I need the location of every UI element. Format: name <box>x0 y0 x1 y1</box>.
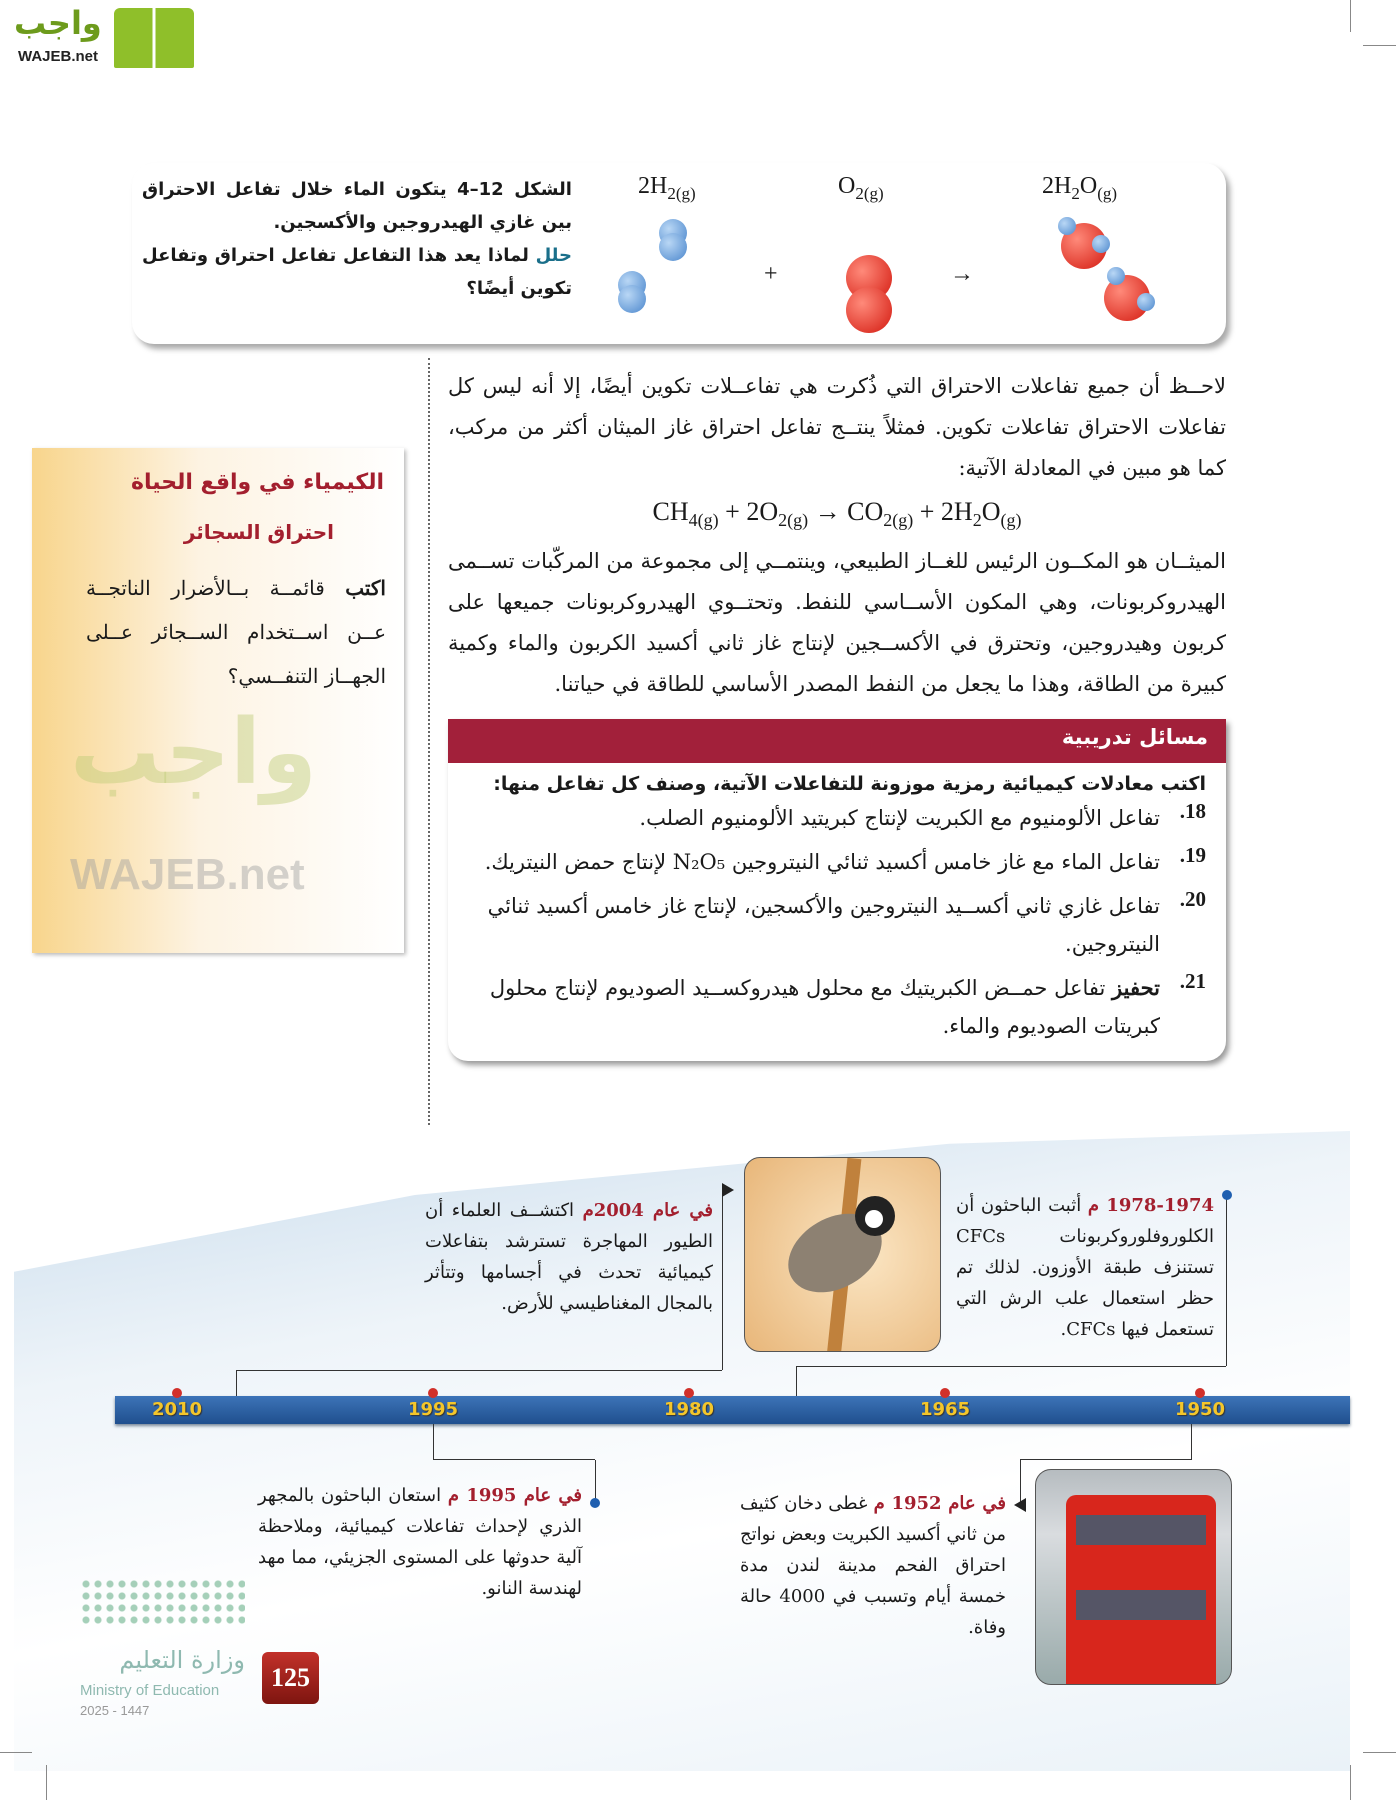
connector-1974 <box>796 1366 1226 1396</box>
practice-problems-box <box>448 719 1226 1061</box>
column-divider <box>428 358 430 1125</box>
ministry-emblem-icon <box>80 1578 245 1628</box>
event-1952: في عام 1952 م غطى دخان كثيف من ثاني أكسيد الكبريت وبعض نواتج احتراق الفحم مدينة لندن مدة خمسة أيام وتسبب في 4000 حالة وفاة. <box>740 1493 1007 1638</box>
figure-caption-text: يتكون الماء خلال تفاعل الاحتراق بين غازي الهيدروجين والأكسجين. <box>142 179 572 233</box>
year-label: 1950 <box>1174 1399 1226 1420</box>
year-label: 1965 <box>919 1399 971 1420</box>
connector-1995 <box>595 1460 596 1502</box>
practice-list <box>448 799 1226 1045</box>
london-bus-photo <box>1035 1469 1232 1685</box>
sidebar-text: اكتب قائمــة بــالأضرار الناتجــة عــن اســتخدام الســجائر عــلى الجهــاز التنفــسي؟ <box>86 576 386 688</box>
crop-mark <box>0 1752 32 1753</box>
watermark-arabic: واجب <box>70 700 317 805</box>
ministry-years: 2025 - 1447 <box>80 1703 150 1718</box>
reaction-arrow: → <box>950 261 974 287</box>
year-label: 1995 <box>407 1399 459 1420</box>
practice-header: مسائل تدريبية <box>448 719 1226 763</box>
sidebar-title: الكيمياء في واقع الحياة <box>131 470 384 495</box>
analyze-label: حلل <box>535 245 572 266</box>
practice-item: 18. تفاعل الألومنيوم مع الكبريت لإنتاج كبريتيد الألومنيوم الصلب. <box>639 799 1206 831</box>
logo-latin: WAJEB.net <box>18 48 99 65</box>
event-1995: في عام 1995 م استعان الباحثون بالمجهر الذري لإحداث تفاعلات كيميائية، وملاحظة آلية حدوثها على المستوى الجزيئي، مما مهد لهندسة النانو. <box>258 1485 583 1599</box>
practice-item: 20. تفاعل غازي ثاني أكســيد النيتروجين والأكسجين، لإنتاج غاز خامس أكسيد ثنائي النيتروجين. <box>487 887 1206 957</box>
sidebar-subtitle: احتراق السجائر <box>183 520 334 544</box>
plus-sign: + <box>764 261 778 287</box>
crop-mark <box>1350 0 1351 32</box>
connector-1974 <box>1226 1195 1227 1366</box>
logo-arabic: واجب <box>14 4 102 42</box>
reactant-o2: $O_{2(g)}$ <box>838 173 884 203</box>
page-number: 125 <box>262 1652 319 1704</box>
pointer-dot <box>1222 1190 1232 1200</box>
watermark-latin: WAJEB.net <box>70 850 305 899</box>
ministry-english: Ministry of Education <box>80 1682 220 1699</box>
product-h2o: $2H_2O_{(g)}$ <box>1042 173 1118 203</box>
connector-1995 <box>433 1424 595 1460</box>
connector-1952 <box>1020 1460 1021 1502</box>
pointer-icon <box>1014 1498 1026 1512</box>
ministry-arabic: وزارة التعليم <box>119 1646 245 1674</box>
crop-mark <box>1350 1765 1351 1800</box>
book-icon <box>114 8 194 68</box>
year-pin <box>172 1388 182 1398</box>
pointer-dot <box>590 1498 600 1508</box>
methane-equation: $CH_{4(g)} + 2O_{2(g)} \to CO_{2(g)} + 2H_2O_{(g)}$ <box>652 497 1022 531</box>
paragraph-1: لاحــظ أن جميع تفاعلات الاحتراق التي ذُكرت هي تفاعــلات تكوين أيضًا، إلا أنه ليس كل تفاعلات الاحتراق تفاعلات تكوين. فمثلاً ينتــج تفاعل احتراق غاز الميثان أكثر من مركب، كما هو مبين في المعادلة الآتية: <box>448 374 1226 480</box>
event-1974: 1978-1974 م أثبت الباحثون أن الكلوروفلوروكربونات CFCs تستنزف طبقة الأوزون. لذلك تم حظر استعمال علب الرش التي تستعمل فيها CFCs. <box>956 1195 1214 1340</box>
analyze-text: لماذا يعد هذا التفاعل تفاعل احتراق وتفاعل تكوين أيضًا؟ <box>142 245 572 299</box>
reactant-h2: $2H_{2(g)}$ <box>638 173 696 203</box>
main-column <box>448 366 1226 1061</box>
figure-box <box>132 163 1226 344</box>
bird-photo <box>744 1157 941 1352</box>
crop-mark <box>46 1765 47 1800</box>
ministry-logo <box>80 1578 250 1723</box>
practice-intro: اكتب معادلات كيميائية رمزية موزونة للتفاعلات الآتية، وصنف كل تفاعل منها: <box>493 773 1206 796</box>
crop-mark <box>1363 45 1396 46</box>
practice-item: 21. تحفيز تفاعل حمــض الكبريتيك مع محلول هيدروكســيد الصوديوم لإنتاج محلول كبريتات الصوديوم والماء. <box>489 969 1206 1039</box>
connector-2004 <box>236 1370 722 1396</box>
paragraph-2: الميثــان هو المكــون الرئيس للغــاز الطبيعي، وينتمــي إلى مجموعة من المركّبات تســمى الهيدروكربونات، وهي المكون الأســاسي للنفط. وتحتــوي الهيدروكربونات جميعها على كربون وهيدروجين، وتحترق في الأكســجين لإنتاج غاز ثاني أكسيد الكربون والماء وكمية كبيرة من الطاقة، وهذا ما يجعل من النفط المصدر الأساسي للطاقة في حياتنا. <box>448 549 1226 697</box>
timeline-bar <box>115 1396 1350 1424</box>
crop-mark <box>1363 1752 1396 1753</box>
event-2004: في عام 2004م اكتشــف العلماء أن الطيور المهاجرة تسترشد بتفاعلات كيميائية تحدث في أجسامها وتتأثر بالمجال المغناطيسي للأرض. <box>425 1200 713 1314</box>
connector-1952 <box>1020 1424 1192 1460</box>
figure-label: الشكل 12–4 <box>457 179 572 200</box>
pointer-icon <box>722 1183 734 1197</box>
year-label: 1980 <box>663 1399 715 1420</box>
figure-caption <box>142 173 572 305</box>
wajeb-logo <box>8 4 193 70</box>
year-label: 2010 <box>151 1399 203 1420</box>
connector-2004 <box>722 1185 723 1370</box>
practice-item: 19. تفاعل الماء مع غاز خامس أكسيد ثنائي النيتروجين N₂O₅ لإنتاج حمض النيتريك. <box>484 843 1206 875</box>
